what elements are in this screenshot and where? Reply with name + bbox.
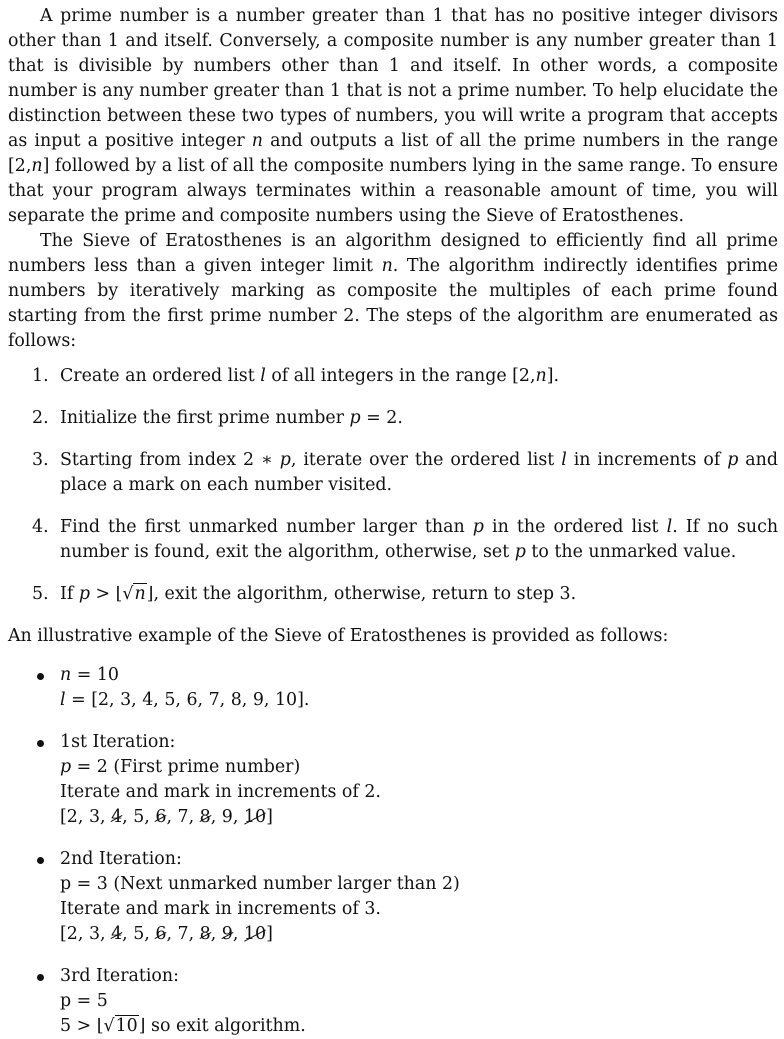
example-text: Iterate and mark in increments of 2.	[60, 782, 381, 802]
example-bullet	[8, 847, 778, 947]
step-text: ⌋, exit the algorithm, otherwise, return to step 3.	[146, 584, 577, 604]
example-line	[60, 755, 778, 780]
step-text: ].	[546, 366, 560, 386]
bullet-dot	[37, 740, 44, 747]
step-text: and place a mark on each number visited.	[60, 450, 778, 495]
intro-text-3: ] followed by a list of all the composite numbers lying in the same range. To ensure that your program always terminates within a reasonable amount of time, you will separate the prime and composite numbers using the Sieve of Eratosthenes.	[8, 156, 778, 226]
step-text: Find the first unmarked number larger than	[60, 517, 465, 537]
var-p: p	[60, 757, 72, 777]
var-n: n	[535, 366, 547, 386]
example-list	[8, 663, 778, 1039]
step-text: = 2.	[366, 408, 403, 428]
example-text: = [2, 3, 4, 5, 6, 7, 8, 9, 10].	[65, 690, 310, 710]
example-text: 5 > ⌊√	[60, 1016, 115, 1036]
example-bullet	[8, 730, 778, 830]
example-text: Iterate and mark in increments of 3.	[60, 899, 381, 919]
step-number: 1.	[32, 366, 49, 386]
marked-number: 8	[200, 805, 211, 830]
marked-number: 6	[155, 922, 166, 947]
step-item	[8, 406, 778, 431]
marked-list-iteration-1: [2, 3, 4, 5, 6, 7, 8, 9, 10]	[60, 805, 778, 830]
sqrt-argument: 10	[115, 1016, 138, 1036]
intro-text-1: A prime number is a number greater than 1 that has no positive integer divisors other than 1 and itself. Conversely, a composite number is any number greater than 1 that is divisible by numbers other than 1 and itself. In other words, a composite number is any number greater than 1 that is not a prime number. To help elucidate the distinction between these two types of numbers, you will write a program that accepts as input a positive integer	[8, 6, 778, 151]
var-l: l	[666, 517, 673, 537]
example-text: = 10	[71, 665, 119, 685]
list-number: 7	[177, 924, 189, 944]
step-text: of all integers in the range [2,	[271, 366, 536, 386]
list-number: 5	[133, 924, 145, 944]
example-bullet	[8, 663, 778, 713]
iteration-title: 3rd Iteration:	[60, 966, 179, 986]
iteration-title: 2nd Iteration:	[60, 849, 182, 869]
bullet-dot	[37, 673, 44, 680]
var-l: l	[561, 450, 567, 470]
step-item	[8, 515, 778, 565]
marked-number: 10	[244, 922, 266, 947]
step-number: 4.	[32, 517, 49, 537]
example-intro: An illustrative example of the Sieve of Eratosthenes is provided as follows:	[8, 626, 669, 646]
var-p: p	[349, 408, 361, 428]
list-number: 2	[66, 807, 78, 827]
var-n: n	[60, 665, 72, 685]
list-number: 3	[88, 924, 101, 944]
step-text: . If no such number is found, exit the algorithm, otherwise, set	[60, 517, 779, 562]
example-line	[60, 663, 778, 688]
var-l: l	[260, 366, 266, 386]
example-text: = 2 (First prime number)	[71, 757, 301, 777]
algorithm-steps	[8, 364, 778, 607]
var-p: p	[78, 584, 90, 604]
step-text: to the unmarked value.	[531, 542, 737, 562]
var-n: n	[251, 131, 263, 151]
intro-text-5: . The algorithm indirectly identifies prime numbers by iteratively marking as composite the multiples of each prime found starting from the first prime number 2. The steps of the algorithm are enumerated as follows:	[8, 256, 778, 351]
marked-number: 4	[111, 805, 122, 830]
step-text: If	[60, 584, 74, 604]
marked-number: 10	[244, 805, 266, 830]
var-p: p	[279, 450, 291, 470]
marked-list-iteration-2: [2, 3, 4, 5, 6, 7, 8, 9, 10]	[60, 922, 778, 947]
example-text: p = 3 (Next unmarked number larger than 2)	[60, 874, 460, 894]
var-n: n	[381, 256, 393, 276]
var-l: l	[60, 690, 66, 710]
step-number: 3.	[32, 450, 49, 470]
example-text: p = 5	[60, 991, 108, 1011]
step-text: , iterate over the ordered list	[290, 450, 555, 470]
list-number: 7	[177, 807, 189, 827]
document-page	[8, 0, 778, 1039]
intro-text-2: and outputs a list of all the prime numbers in the range [2,	[8, 131, 778, 176]
var-p: p	[727, 450, 739, 470]
marked-number: 6	[155, 805, 166, 830]
bullet-dot	[37, 974, 44, 981]
var-n: n	[31, 156, 43, 176]
list-number: 5	[133, 807, 145, 827]
var-n: n	[134, 584, 146, 604]
intro-paragraph-2	[8, 229, 778, 354]
intro-paragraph-1	[8, 4, 778, 229]
example-text: ⌋ so exit algorithm.	[138, 1016, 306, 1036]
list-number: 9	[221, 807, 233, 827]
marked-number: 9	[222, 922, 233, 947]
step-number: 2.	[32, 408, 49, 428]
example-line	[60, 688, 778, 713]
list-number: 2	[66, 924, 78, 944]
marked-number: 4	[111, 922, 122, 947]
step-text: > ⌊√	[95, 584, 134, 604]
step-item	[8, 582, 778, 607]
step-text: in increments of	[573, 450, 721, 470]
iteration-title: 1st Iteration:	[60, 732, 176, 752]
var-p: p	[472, 517, 484, 537]
step-text: Starting from index 2 ∗	[60, 450, 273, 470]
step-item	[8, 364, 778, 389]
var-p: p	[514, 542, 526, 562]
bullet-dot	[37, 857, 44, 864]
example-line	[60, 1014, 778, 1039]
step-item	[8, 448, 778, 498]
step-text: Create an ordered list	[60, 366, 255, 386]
marked-number: 8	[200, 922, 211, 947]
step-number: 5.	[32, 584, 49, 604]
list-number: 3	[88, 807, 101, 827]
step-text: Initialize the first prime number	[60, 408, 344, 428]
example-bullet	[8, 964, 778, 1039]
step-text: in the ordered list	[492, 517, 659, 537]
intro-text-4: The Sieve of Eratosthenes is an algorithm designed to efficiently find all prime numbers less than a given integer limit	[8, 231, 778, 276]
